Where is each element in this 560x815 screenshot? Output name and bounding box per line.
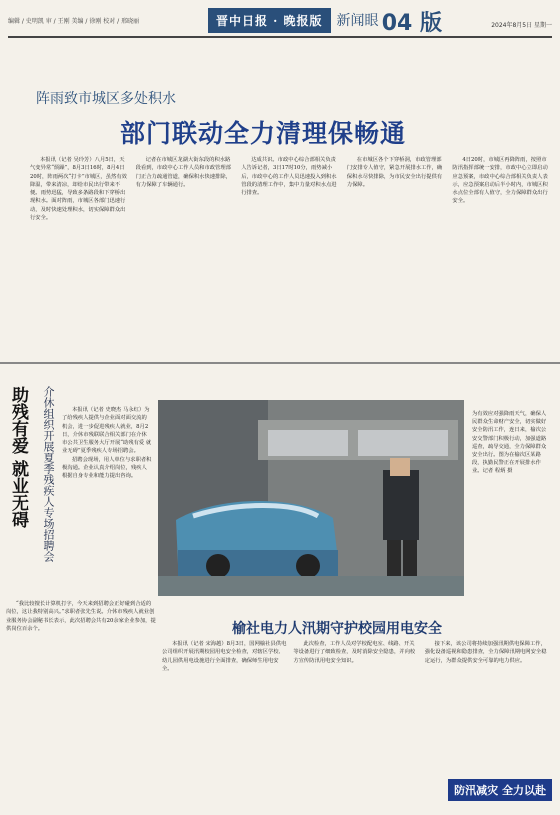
photo-caption: 为有效应对强降雨天气，确保人民群众生命财产安全，切实做好安全防汛工作，连日来，榆次公安交警部门积极行动，加强道路巡查，疏导交通，全力保障群众安全出行。图为在榆次区某路段，执勤民警正在开展排水作业。记者 程炳 摄 <box>472 411 547 475</box>
story1-body <box>30 156 550 358</box>
story2-paragraph: 招聘会现场，用人单位与求职者积极沟通。企业认真介绍岗位，残疾人根据自身专业和能力提出咨询。 <box>62 456 152 480</box>
story1-headline: 部门联动全力清理保畅通 <box>120 119 407 148</box>
story2-vertical-headline2: 助残有爱 就业无碍 <box>8 386 28 528</box>
page-header <box>8 4 552 38</box>
story3-paragraph: 本报讯（记者 宋海越）8月3日，国网榆社县供电公司组织开展汛期校园用电安全检查，对辖区学校、幼儿园供用电设施进行全面排查，确保师生用电安全。 <box>162 641 287 672</box>
story2-paragraph: 本报讯（记者 史晓杰 马永红）为了给残疾人提供与企业面对面交流的机会，进一步促进残疾人就业，8月2日，介休市残联联合相关部门在介休市公共卫生服务大厅开展“助残有爱 就业无碍”夏季残疾人专场招聘会。 <box>62 407 152 455</box>
story3-paragraph: 此次检查，工作人员对学校配电室、线路、开关等设备进行了细致检查，及时消除安全隐患，并向校方宣传防汛用电安全知识。 <box>293 641 416 664</box>
story1-paragraph: 本报讯（记者 吴玲芳）八月5日，天气变异常“烦躁”，8月3日16时，8月4日20时，阵雨两次“打卡”市城区，虽然有效降温，带来清凉，却给市民出行带来不便。雨势迅猛，导致多条路段和下穿桥出现积水。面对阵雨，市城区各部门迅速行动，及时快速处理积水，切实保障群众出行安全。 <box>30 157 127 222</box>
section-badge: 防汛减灾 全力以赴 <box>448 779 552 801</box>
section-divider <box>0 362 560 364</box>
story2-body-top <box>62 406 152 596</box>
column-name: 新闻眼 <box>336 13 379 29</box>
issue-date: 2024年8月5日 星期一 <box>491 22 552 29</box>
story1-paragraph: 达成共识。市政中心综合部相关负责人告诉记者，3日17时10分，雨势减小后，市政中心的工作人员迅速投入到积水管段的清理工作中，集中力量对积水点进行排查。 <box>241 157 337 197</box>
story2-paragraph: “我比较擅长计算机打字，今天来到招聘会正好碰到合适的岗位，这让我特别高兴。”求职者张先生说。介休市残疾人就业创业服务协会副秘书长表示，此次招聘会共有20余家企业参加，提供岗位百余个。 <box>6 601 156 632</box>
story3-headline: 榆社电力人汛期守护校园用电安全 <box>232 621 442 637</box>
story1-kicker: 阵雨致市城区多处积水 <box>36 91 176 107</box>
news-photo <box>158 400 464 596</box>
story3-paragraph: 接下来，该公司将持续加强汛期供电保障工作，强化设备巡视和隐患排查，全力保障汛期电网安全稳定运行，为群众提供安全可靠的电力供应。 <box>424 641 547 664</box>
story3-body <box>162 640 550 790</box>
newspaper-logo: 晋中日报 · 晚报版 <box>208 8 331 33</box>
story1-paragraph: 在市城区各个下穿桥洞，市政管理部门安排专人值守，紧急开展排水工作，确保积水尽快排除，为市民安全出行提供有力保障。 <box>346 157 443 188</box>
editor-meta: 编辑 / 史明凯 审 / 王刚 美编 / 徐刚 校对 / 邢晓丽 <box>8 17 140 25</box>
page-number: 04 版 <box>381 11 442 36</box>
story2-body-bottom <box>6 600 156 810</box>
news-photo-illustration <box>158 400 464 596</box>
story1-paragraph: 记者在市城区龙湖大街东段的积水路段看到，市政中心工作人员和市政管理部门正合力疏通管道，确保积水快速排除，有力保障了车辆通行。 <box>135 157 231 188</box>
story1-paragraph: 4日20时，市城区再降阵雨，按照市防汛指挥部统一安排，市政中心立即启动应急预案，市政中心综合部相关负责人表示，应急预案启动后半小时内，市城区积水点位全部有人值守，全力保障群众出行安全。 <box>452 157 548 205</box>
story2-vertical-headline: 介休组织开展夏季残疾人专场招聘会 <box>42 386 55 562</box>
